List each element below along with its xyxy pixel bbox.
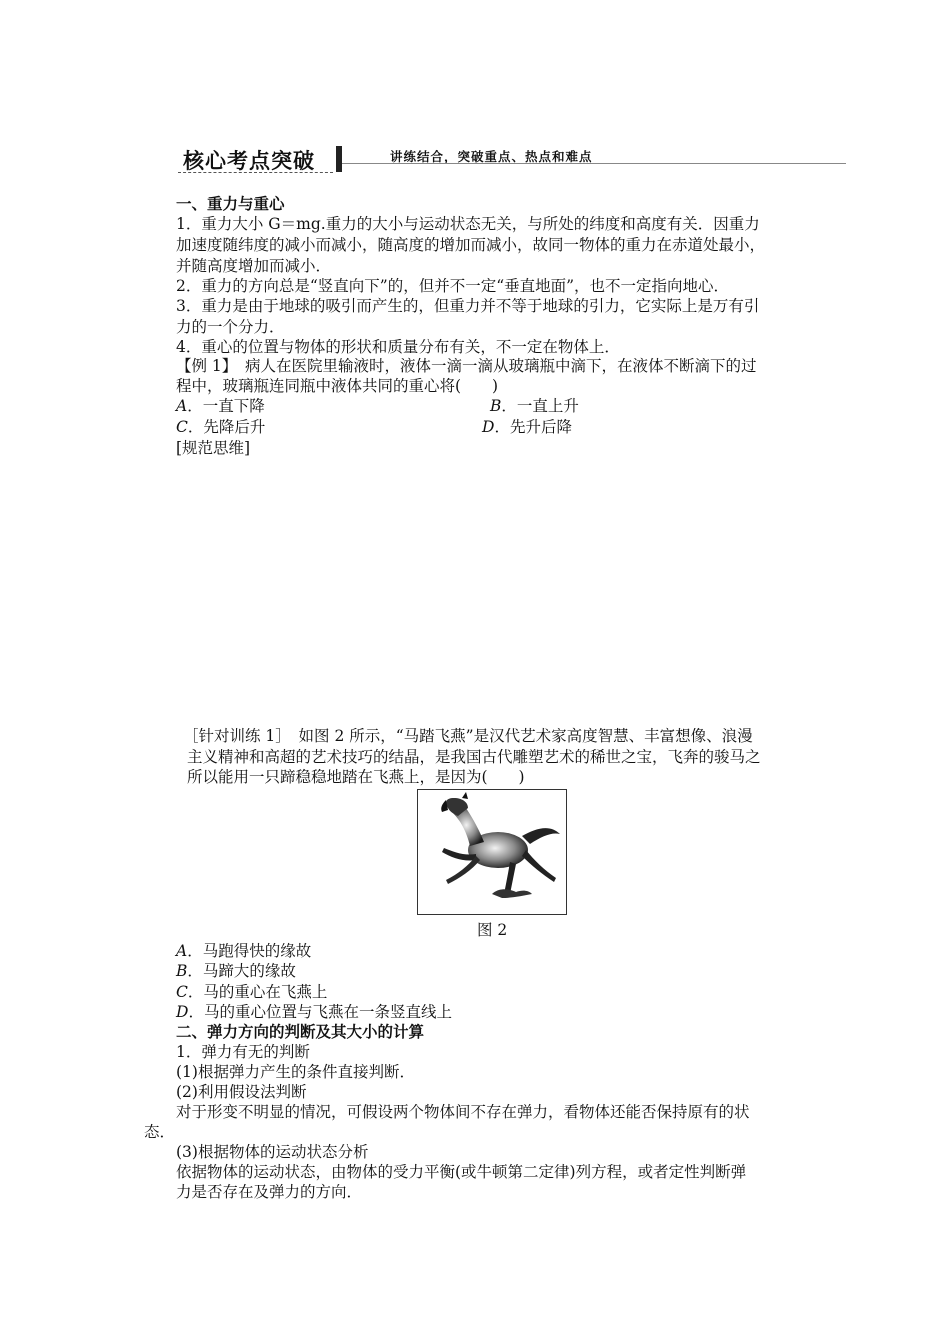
horse-figure	[417, 789, 567, 915]
section1-heading: 一、重力与重心	[176, 195, 285, 213]
section2-line: (3)根据物体的运动状态分析	[176, 1143, 369, 1161]
section2-line: 对于形变不明显的情况，可假设两个物体间不存在弹力，看物体还能否保持原有的状	[176, 1103, 750, 1121]
training1-line: 所以能用一只蹄稳稳地踏在飞燕上，是因为( )	[187, 768, 525, 786]
training1-line: ［针对训练 1］ 如图 2 所示，“马踏飞燕”是汉代艺术家高度智慧、丰富想像、浪漫	[183, 727, 753, 745]
section2-line: 依据物体的运动状态，由物体的受力平衡(或牛顿第二定律)列方程，或者定性判断弹	[176, 1163, 747, 1181]
section2-line: (2)利用假设法判断	[176, 1083, 307, 1101]
example1-option-b: B．一直上升	[490, 397, 579, 415]
example1-option-d: D．先升后降	[482, 418, 572, 436]
section1-line: 力的一个分力．	[176, 318, 285, 336]
example1-option-c: C．先降后升	[176, 418, 266, 436]
section1-line: 加速度随纬度的减小而减小，随高度的增加而减小，故同一物体的重力在赤道处最小，	[176, 236, 766, 254]
section2-heading: 二、弹力方向的判断及其大小的计算	[176, 1023, 425, 1041]
section1-line: 1．重力大小 G＝mg.重力的大小与运动状态无关，与所处的纬度和高度有关．因重力	[176, 215, 760, 233]
section-banner-title: 核心考点突破	[183, 149, 315, 173]
thinking-label: [规范思维]	[176, 439, 251, 457]
training1-option-a: A．马跑得快的缘故	[176, 942, 312, 960]
section1-line: 4．重心的位置与物体的形状和质量分布有关，不一定在物体上．	[176, 338, 620, 356]
banner-rule	[342, 163, 846, 164]
galloping-horse-icon	[418, 790, 566, 914]
training1-line: 主义精神和高超的艺术技巧的结晶，是我国古代雕塑艺术的稀世之宝，飞奔的骏马之	[187, 748, 761, 766]
example1-line: 程中，玻璃瓶连同瓶中液体共同的重心将( )	[176, 377, 499, 395]
training1-option-d: D．马的重心位置与飞燕在一条竖直线上	[176, 1003, 452, 1021]
section2-line: 态．	[144, 1123, 176, 1141]
section2-line: 1．弹力有无的判断	[176, 1043, 310, 1061]
training1-option-b: B．马蹄大的缘故	[176, 962, 296, 980]
section-banner-subtitle: 讲练结合，突破重点、热点和难点	[390, 149, 593, 164]
section1-line: 2．重力的方向总是“竖直向下”的，但并不一定“垂直地面”，也不一定指向地心．	[176, 277, 730, 295]
section1-line: 3．重力是由于地球的吸引而产生的，但重力并不等于地球的引力，它实际上是万有引	[176, 297, 760, 315]
figure-caption: 图 2	[477, 921, 508, 939]
banner-bar	[336, 146, 342, 172]
section1-line: 并随高度增加而减小．	[176, 257, 332, 275]
training1-option-c: C．马的重心在飞燕上	[176, 983, 328, 1001]
section2-line: (1)根据弹力产生的条件直接判断．	[176, 1063, 415, 1081]
example1-line: 【例 1】 病人在医院里输液时，液体一滴一滴从玻璃瓶中滴下，在液体不断滴下的过	[176, 357, 757, 375]
banner-dashed-underline	[178, 172, 333, 173]
example1-option-a: A．一直下降	[176, 397, 265, 415]
section2-line: 力是否存在及弹力的方向．	[176, 1183, 363, 1201]
